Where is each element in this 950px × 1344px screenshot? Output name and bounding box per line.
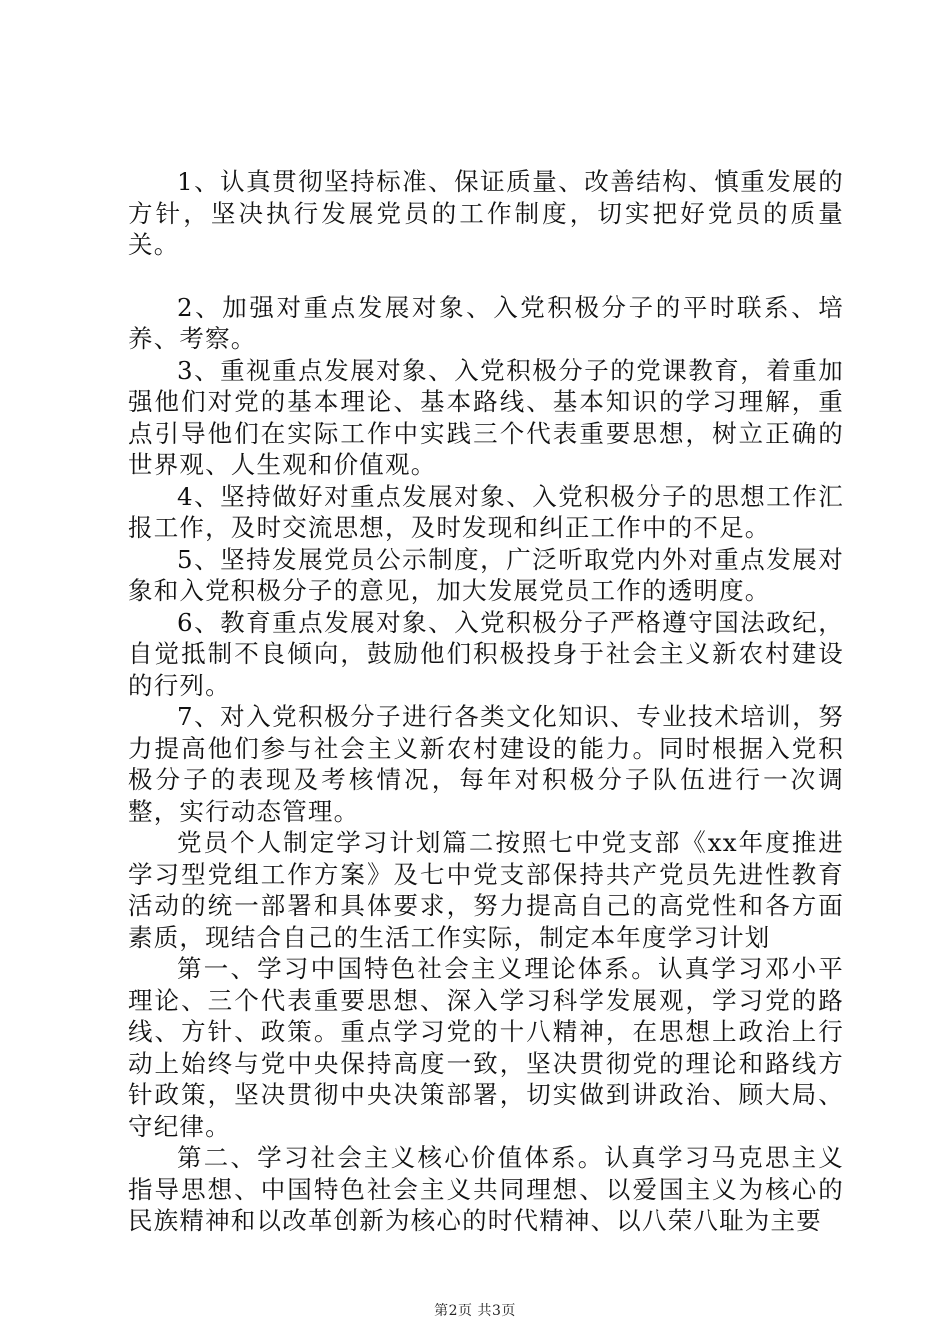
paragraph-study-first: 第一、学习中国特色社会主义理论体系。认真学习邓小平理论、三个代表重要思想、深入学习科学发展观，学习党的路线、方针、政策。重点学习党的十八精神，在思想上政治上行动上始终与党中央保持高度一致，坚决贯彻党的理论和路线方针政策，坚决贯彻中央决策部署，切实做到讲政治、顾大局、守纪律。 xyxy=(128,954,844,1141)
paragraph-item-1: 1、认真贯彻坚持标准、保证质量、改善结构、慎重发展的方针，坚决执行发展党员的工作制度，切实把好党员的质量关。 xyxy=(128,167,844,259)
paragraph-item-4: 4、坚持做好对重点发展对象、入党积极分子的思想工作汇报工作，及时交流思想，及时发现和纠正工作中的不足。 xyxy=(128,481,844,542)
paragraph-item-5: 5、坚持发展党员公示制度，广泛听取党内外对重点发展对象和入党积极分子的意见，加大发展党员工作的透明度。 xyxy=(128,544,844,605)
paragraph-item-7: 7、对入党积极分子进行各类文化知识、专业技术培训，努力提高他们参与社会主义新农村建设的能力。同时根据入党积极分子的表现及考核情况，每年对积极分子队伍进行一次调整，实行动态管理。 xyxy=(128,702,844,826)
document-body xyxy=(128,166,844,1237)
paragraph-item-2: 2、加强对重点发展对象、入党积极分子的平时联系、培养、考察。 xyxy=(128,292,844,353)
paragraph-item-3: 3、重视重点发展对象、入党积极分子的党课教育，着重加强他们对党的基本理论、基本路线、基本知识的学习理解，重点引导他们在实际工作中实践三个代表重要思想，树立正确的世界观、人生观和价值观。 xyxy=(128,355,844,479)
page-number-footer: 第2页 共3页 xyxy=(434,1303,516,1319)
paragraph-study-plan-intro: 党员个人制定学习计划篇二按照七中党支部《xx年度推进学习型党组工作方案》及七中党支部保持共产党员先进性教育活动的统一部署和具体要求，努力提高自己的高党性和各方面素质，现结合自己的生活工作实际，制定本年度学习计划 xyxy=(128,828,844,952)
paragraph-study-second: 第二、学习社会主义核心价值体系。认真学习马克思主义指导思想、中国特色社会主义共同理想、以爱国主义为核心的民族精神和以改革创新为核心的时代精神、以八荣八耻为主要 xyxy=(128,1143,844,1235)
paragraph-item-6: 6、教育重点发展对象、入党积极分子严格遵守国法政纪，自觉抵制不良倾向，鼓励他们积极投身于社会主义新农村建设的行列。 xyxy=(128,607,844,700)
